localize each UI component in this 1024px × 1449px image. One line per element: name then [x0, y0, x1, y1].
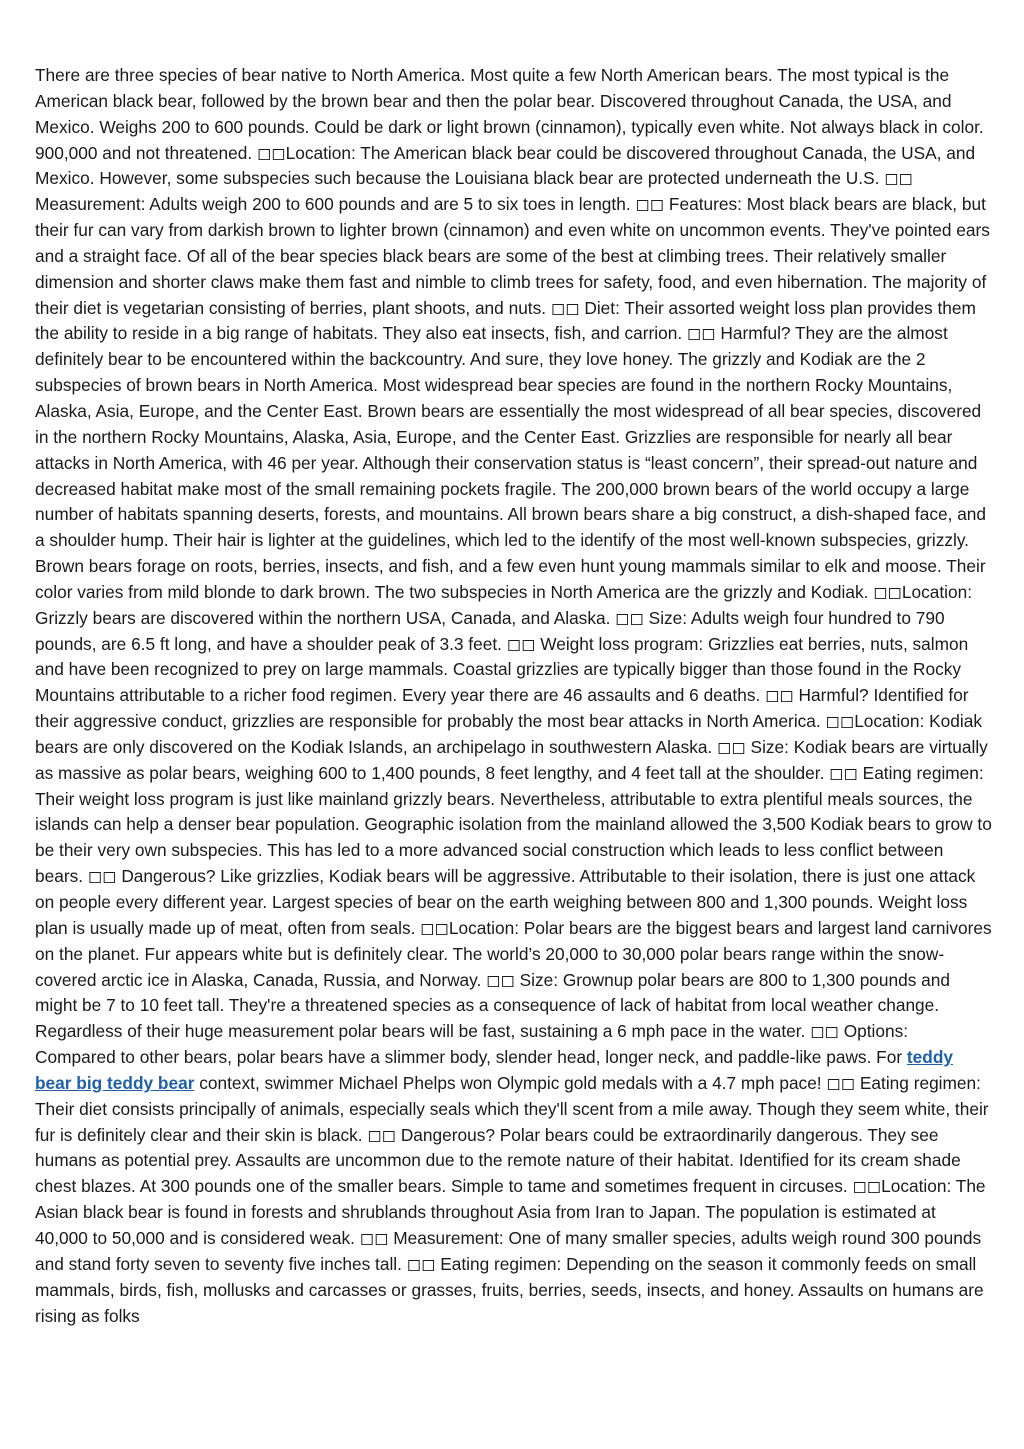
- teddy-bear-link[interactable]: teddy bear big teddy bear: [35, 1047, 953, 1093]
- document-page: [35, 63, 993, 1329]
- body-paragraph: [35, 63, 993, 1329]
- body-text-after-link: context, swimmer Michael Phelps won Olympic gold medals with a 4.7 mph pace! ◻◻ Eating regimen: Their diet consists principally of animals, especially seals which they'll scent from a mile away. Though they seem white, their fur is definitely clear and their skin is black. ◻◻ Dangerous? Polar bears could be extraordinarily dangerous. They see humans as potential prey. Assaults are uncommon due to the remote nature of their habitat. Identified for its cream shade chest blazes. At 300 pounds one of the smaller bears. Simple to tame and sometimes frequent in circuses. ◻◻Location: The Asian black bear is found in forests and shrublands throughout Asia from Iran to Japan. The population is estimated at 40,000 to 50,000 and is considered weak. ◻◻ Measurement: One of many smaller species, adults weigh round 300 pounds and stand forty seven to seventy five inches tall. ◻◻ Eating regimen: Depending on the season it commonly feeds on small mammals, birds, fish, mollusks and carcasses or grasses, fruits, berries, seeds, insects, and honey. Assaults on humans are rising as folks: [35, 1072, 989, 1326]
- body-text-before-link: There are three species of bear native to North America. Most quite a few North American bears. The most typical is the American black bear, followed by the brown bear and then the polar bear. Discovered throughout Canada, the USA, and Mexico. Weighs 200 to 600 pounds. Could be dark or light brown (cinnamon), typically even white. Not always black in color. 900,000 and not threatened. ◻◻Location: The American black bear could be discovered throughout Canada, the USA, and Mexico. However, some subspecies such because the Louisiana black bear are protected underneath the U.S. ◻◻ Measurement: Adults weigh 200 to 600 pounds and are 5 to six toes in length. ◻◻ Features: Most black bears are black, but their fur can vary from darkish brown to lighter brown (cinnamon) and even white on uncommon events. They've pointed ears and a straight face. Of all of the bear species black bears are some of the best at climbing trees. Their relatively smaller dimension and shorter claws make them fast and nimble to climb trees for safety, food, and even hibernation. The majority of their diet is vegetarian consisting of berries, plant shoots, and nuts. ◻◻ Diet: Their assorted weight loss plan provides them the ability to reside in a big range of habitats. They also eat insects, fish, and carrion. ◻◻ Harmful? They are the almost definitely bear to be encountered within the backcountry. And sure, they love honey. The grizzly and Kodiak are the 2 subspecies of brown bears in North America. Most widespread bear species are found in the northern Rocky Mountains, Alaska, Asia, Europe, and the Center East. Brown bears are essentially the most widespread of all bear species, discovered in the northern Rocky Mountains, Alaska, Asia, Europe, and the Center East. Grizzlies are responsible for nearly all bear attacks in North America, with 46 per year. Although their conservation status is “least concern”, their spread-out nature and decreased habitat make most of the small remaining pockets fragile. The 200,000 brown bears of the world occupy a large number of habitats spanning deserts, forests, and mountains. All brown bears share a big construct, a dish-shaped face, and a shoulder hump. Their hair is lighter at the guidelines, which led to the identify of the most well-known subspecies, grizzly. Brown bears forage on roots, berries, insects, and fish, and a few even hunt young mammals similar to elk and moose. Their color varies from mild blonde to dark brown. The two subspecies in North America are the grizzly and Kodiak. ◻◻Location: Grizzly bears are discovered within the northern USA, Canada, and Alaska. ◻◻ Size: Adults weigh four hundred to 790 pounds, are 6.5 ft long, and have a shoulder peak of 3.3 feet. ◻◻ Weight loss program: Grizzlies eat berries, nuts, salmon and have been recognized to prey on large mammals. Coastal grizzlies are typically bigger than those found in the Rocky Mountains attributable to a richer food regimen. Every year there are 46 assaults and 6 deaths. ◻◻ Harmful? Identified for their aggressive conduct, grizzlies are responsible for probably the most bear attacks in North America. ◻◻Location: Kodiak bears are only discovered on the Kodiak Islands, an archipelago in southwestern Alaska. ◻◻ Size: Kodiak bears are virtually as massive as polar bears, weighing 600 to 1,400 pounds, 8 feet lengthy, and 4 feet tall at the shoulder. ◻◻ Eating regimen: Their weight loss program is just like mainland grizzly bears. Nevertheless, attributable to extra plentiful meals sources, the islands can help a denser bear population. Geographic isolation from the mainland allowed the 3,500 Kodiak bears to grow to be their very own subspecies. This has led to a more advanced social construction which leads to less conflict between bears. ◻◻ Dangerous? Like grizzlies, Kodiak bears will be aggressive. Attributable to their isolation, there is just one attack on people every different year. Largest species of bear on the earth weighing between 800 and 1,300 pounds. Weight loss plan is usually made up of meat, often from seals. ◻◻Location: Polar bears are the biggest bears and largest land carnivores on the planet. Fur appears white but is definitely clear. The world’s 20,000 to 30,000 polar bears range within the snow-covered arctic ice in Alaska, Canada, Russia, and Norway. ◻◻ Size: Grownup polar bears are 800 to 1,300 pounds and might be 7 to 10 feet tall. They're a threatened species as a consequence of lack of habitat from local weather change. Regardless of their huge measurement polar bears will be fast, sustaining a 6 mph pace in the water. ◻◻ Options: Compared to other bears, polar bears have a slimmer body, slender head, longer neck, and paddle-like paws. For: [35, 65, 992, 1068]
